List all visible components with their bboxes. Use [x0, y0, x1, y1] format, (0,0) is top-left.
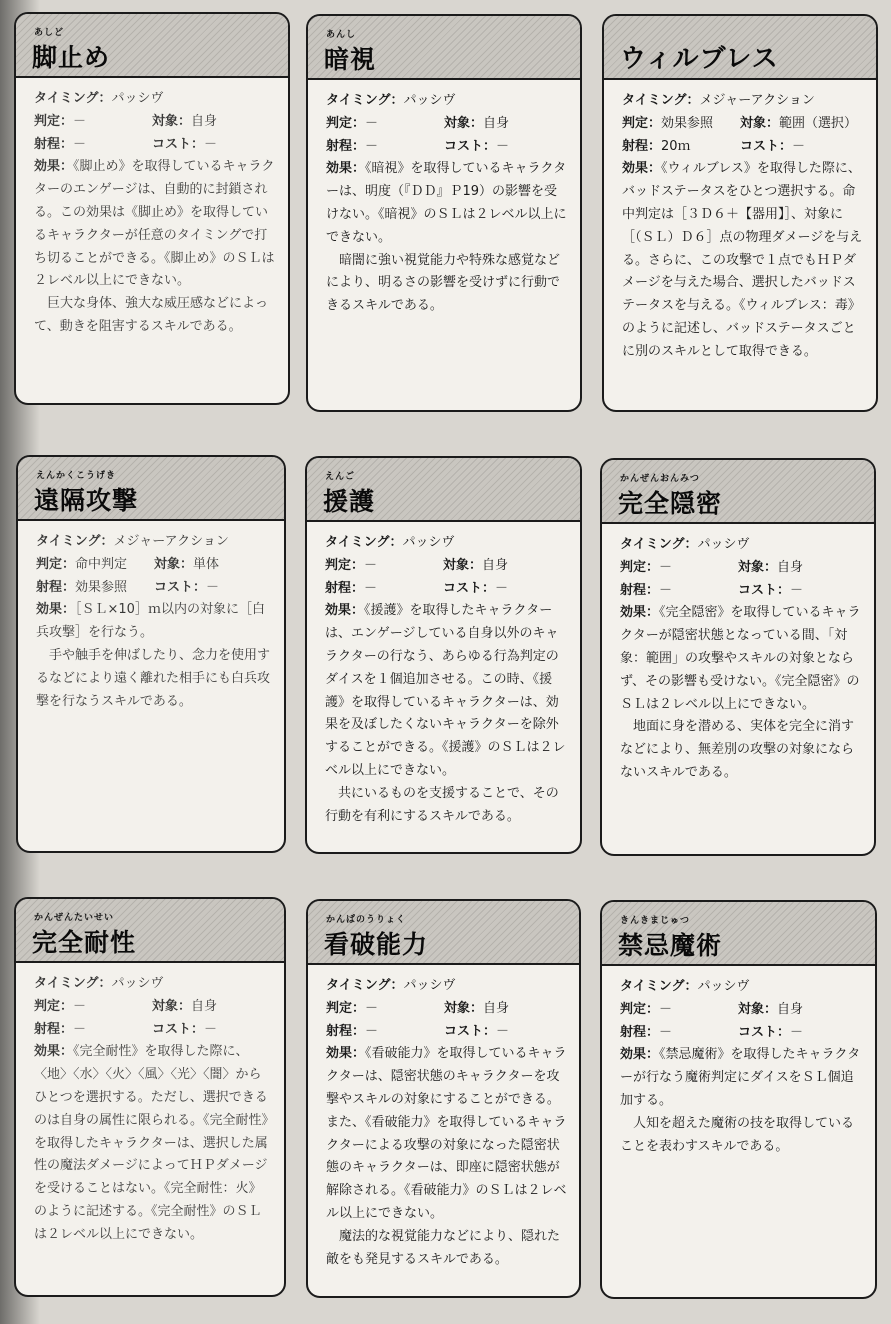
check-label: 判定： — [620, 559, 660, 575]
check-label: 判定： — [326, 115, 366, 131]
range-label: 射程： — [325, 580, 365, 596]
timing-row — [326, 975, 567, 998]
timing-row — [622, 90, 864, 113]
effect-text: 《援護》を取得したキャラクターは、エンゲージしている自身以外のキャラクターの行なう、あらゆる行為判定のダイスを１個追加させる。この時、《援護》を取得しているキャラクターは、効果を及ぼしたくないキャラクターを除外することができる。《援護》のＳＬは２レベル以上にできない。 — [325, 603, 566, 778]
range-value: 効果参照 — [75, 579, 128, 595]
card-header — [18, 457, 284, 521]
check-label: 判定： — [622, 115, 662, 131]
range-cost-row — [325, 578, 568, 601]
target-label: 対象： — [738, 1001, 778, 1017]
skill-card-kinki-majutsu — [600, 900, 877, 1299]
range-cost-row — [620, 580, 862, 603]
effect-paragraph — [622, 158, 864, 363]
skill-title: 援護 — [323, 487, 376, 516]
effect-paragraph — [34, 156, 276, 293]
timing-label: タイミング： — [34, 976, 112, 991]
effect-label: 効果： — [326, 161, 366, 177]
skill-card-ashidome — [14, 12, 290, 405]
effect-label: 効果： — [622, 161, 662, 177]
timing-value: パッシヴ — [402, 535, 455, 550]
check-value: 命中判定 — [75, 556, 128, 572]
range-value: － — [73, 136, 87, 152]
effect-paragraph — [620, 602, 862, 716]
range-label: 射程： — [620, 1024, 660, 1040]
skill-title: 脚止め — [32, 43, 111, 72]
range-value: － — [365, 1023, 379, 1039]
card-header — [604, 16, 876, 80]
check-label: 判定： — [34, 113, 74, 129]
effect-paragraph — [34, 1041, 272, 1246]
target-value: 自身 — [482, 557, 509, 573]
effect-label: 効果： — [325, 603, 365, 619]
timing-label: タイミング： — [620, 537, 698, 552]
cost-value: － — [204, 1021, 218, 1037]
range-label: 射程： — [34, 136, 74, 152]
cost-value: － — [495, 580, 509, 596]
range-value: － — [364, 580, 378, 596]
card-body — [308, 965, 579, 1279]
target-label: 対象： — [443, 557, 483, 573]
cost-label: コスト： — [740, 138, 793, 154]
flavor-text: 手や触手を伸ばしたり、念力を使用するなどにより遠く離れた相手にも白兵攻撃を行なうスキルである。 — [36, 647, 271, 709]
range-label: 射程： — [326, 138, 366, 154]
cost-value: － — [204, 136, 218, 152]
skill-title: 完全隠密 — [618, 489, 723, 518]
target-value: 自身 — [777, 1001, 804, 1017]
target-label: 対象： — [738, 559, 778, 575]
effect-text: 《ウィルブレス》を取得した際に、バッドステータスをひとつ選択する。命中判定は［３Ｄ６＋【器用】］、対象に［（ＳＬ）Ｄ６］点の物理ダメージを与える。さらに、この攻撃で１点でもＨＰダメージを与えた場合、選択したバッドステータスを与える。《ウィルブレス：毒》のように記述し、バッドステータスごとに別のスキルとして取得できる。 — [622, 161, 863, 359]
check-target-row — [325, 555, 568, 578]
effect-text: 《看破能力》を取得しているキャラクターは、隠密状態のキャラクターを攻撃やスキルの対象にすることができる。また、《看破能力》を取得しているキャラクターによる攻撃の対象になった隠密状態のキャラクターは、即座に隠密状態が解除される。《看破能力》のＳＬは２レベル以上にできない。 — [326, 1046, 567, 1221]
title-ruby: えんかくこうげき — [36, 471, 117, 481]
timing-label: タイミング： — [36, 534, 114, 549]
timing-row — [325, 532, 568, 555]
effect-text: 《禁忌魔術》を取得したキャラクターが行なう魔術判定にダイスをＳＬ個追加する。 — [620, 1047, 861, 1108]
card-body — [602, 524, 874, 793]
skill-card-enkaku-kougeki — [16, 455, 286, 853]
effect-text: 《暗視》を取得しているキャラクターは、明度（『ＤＤ』Ｐ19）の影響を受けない。《暗視》のＳＬは２レベル以上にできない。 — [326, 161, 567, 245]
skill-title: 完全耐性 — [32, 928, 137, 957]
skill-title: 看破能力 — [324, 930, 429, 959]
range-value: － — [365, 138, 379, 154]
check-target-row — [34, 996, 272, 1019]
effect-text: 《完全隠密》を取得しているキャラクターが隠密状態となっている間、「対象：範囲」の攻撃やスキルの対象とならず、その影響も受けない。《完全隠密》のＳＬは２レベル以上にできない。 — [620, 605, 861, 712]
range-value: 20ｍ — [661, 138, 691, 154]
skill-card-willbless — [602, 14, 878, 412]
check-value: 効果参照 — [661, 115, 714, 131]
check-value: － — [365, 1000, 379, 1016]
check-label: 判定： — [36, 556, 76, 572]
card-header — [16, 14, 288, 78]
range-cost-row — [34, 1019, 272, 1042]
title-ruby: かんぜんたいせい — [34, 913, 115, 923]
flavor-text: 暗闇に強い視覚能力や特殊な感覚などにより、明るさの影響を受けずに行動できるスキルである。 — [326, 252, 561, 314]
timing-value: パッシヴ — [403, 978, 456, 993]
check-label: 判定： — [34, 998, 74, 1014]
timing-label: タイミング： — [326, 978, 404, 993]
cost-label: コスト： — [444, 1023, 497, 1039]
range-cost-row — [622, 136, 864, 159]
skill-card-kanpa-nouryoku — [306, 899, 581, 1298]
timing-value: パッシヴ — [403, 93, 456, 108]
timing-row — [36, 531, 272, 554]
check-value: － — [365, 115, 379, 131]
check-value: － — [659, 559, 673, 575]
target-value: 自身 — [777, 559, 804, 575]
effect-label: 効果： — [620, 1047, 660, 1063]
cost-label: コスト： — [738, 582, 791, 598]
check-target-row — [326, 113, 568, 136]
cost-label: コスト： — [444, 138, 497, 154]
range-value: － — [73, 1021, 87, 1037]
range-cost-row — [326, 136, 568, 159]
timing-label: タイミング： — [620, 979, 698, 994]
target-label: 対象： — [152, 998, 192, 1014]
timing-row — [620, 534, 862, 557]
cost-value: － — [206, 579, 220, 595]
timing-label: タイミング： — [325, 535, 403, 550]
flavor-text: 魔法的な視覚能力などにより、隠れた敵をも発見するスキルである。 — [326, 1228, 561, 1267]
cost-value: － — [792, 138, 806, 154]
range-label: 射程： — [34, 1021, 74, 1037]
flavor-text: 人知を超えた魔術の技を取得していることを表わすスキルである。 — [620, 1115, 855, 1154]
effect-paragraph — [36, 599, 272, 645]
flavor-text: 地面に身を潜める、実体を完全に消すなどにより、無差別の攻撃の対象にならないスキルである。 — [620, 719, 855, 780]
timing-label: タイミング： — [34, 91, 112, 106]
timing-label: タイミング： — [326, 93, 404, 108]
range-label: 射程： — [36, 579, 76, 595]
timing-value: パッシヴ — [697, 979, 750, 994]
card-body — [308, 80, 580, 326]
effect-label: 効果： — [36, 602, 76, 618]
card-header — [308, 16, 580, 80]
check-target-row — [622, 113, 864, 136]
skill-title: 遠隔攻撃 — [34, 486, 139, 515]
cost-value: － — [790, 1024, 804, 1040]
range-cost-row — [620, 1022, 863, 1045]
skill-card-anshi — [306, 14, 582, 412]
cost-label: コスト： — [154, 579, 207, 595]
timing-row — [34, 88, 276, 111]
effect-paragraph — [325, 600, 568, 782]
target-value: 自身 — [483, 115, 510, 131]
range-cost-row — [36, 577, 272, 600]
range-label: 射程： — [326, 1023, 366, 1039]
title-ruby: きんきまじゅつ — [620, 916, 691, 926]
target-value: 範囲（選択） — [779, 115, 858, 131]
cost-label: コスト： — [152, 1021, 205, 1037]
timing-row — [620, 976, 863, 999]
timing-value: パッシヴ — [111, 91, 164, 106]
check-label: 判定： — [326, 1000, 366, 1016]
cost-value: － — [496, 138, 510, 154]
timing-value: パッシヴ — [697, 537, 750, 552]
check-target-row — [34, 111, 276, 134]
skill-title: 暗視 — [324, 45, 377, 74]
timing-row — [34, 973, 272, 996]
card-body — [18, 521, 284, 721]
check-value: － — [364, 557, 378, 573]
check-target-row — [620, 999, 863, 1022]
effect-text: 《完全耐性》を取得した際に、〈地〉〈水〉〈火〉〈風〉〈光〉〈闇〉からひとつを選択する。ただし、選択できるのは自身の属性に限られる。《完全耐性》を取得したキャラクターは、選択した属性の魔法ダメージによってＨＰダメージを受けることはない。《完全耐性：火》のように記述する。《完全耐性》のＳＬは２レベル以上にできない。 — [34, 1044, 269, 1242]
card-body — [16, 963, 284, 1255]
target-value: 自身 — [191, 998, 218, 1014]
skill-title: ウィルブレス — [620, 44, 779, 74]
effect-label: 効果： — [34, 1044, 74, 1060]
target-value: 自身 — [191, 113, 218, 129]
timing-value: メジャーアクション — [113, 534, 229, 549]
check-target-row — [36, 554, 272, 577]
card-header — [307, 458, 580, 522]
check-label: 判定： — [325, 557, 365, 573]
timing-row — [326, 90, 568, 113]
range-value: － — [659, 1024, 673, 1040]
card-body — [307, 522, 580, 836]
effect-paragraph — [326, 1043, 567, 1225]
cost-label: コスト： — [443, 580, 496, 596]
check-value: － — [659, 1001, 673, 1017]
timing-value: メジャーアクション — [699, 93, 815, 108]
flavor-text: 共にいるものを支援することで、その行動を有利にするスキルである。 — [325, 785, 559, 824]
effect-paragraph — [620, 1044, 863, 1112]
skill-card-engo — [305, 456, 582, 854]
cost-label: コスト： — [152, 136, 205, 152]
flavor-text: 巨大な身体、強大な威圧感などによって、動きを阻害するスキルである。 — [34, 296, 269, 334]
target-label: 対象： — [444, 115, 484, 131]
range-cost-row — [326, 1021, 567, 1044]
card-body — [16, 78, 288, 347]
check-label: 判定： — [620, 1001, 660, 1017]
title-ruby: あんし — [326, 30, 357, 40]
range-label: 射程： — [620, 582, 660, 598]
range-cost-row — [34, 134, 276, 157]
effect-paragraph — [326, 158, 568, 249]
effect-label: 効果： — [34, 159, 74, 175]
range-value: － — [659, 582, 673, 598]
check-value: － — [73, 113, 87, 129]
card-header — [602, 460, 874, 524]
range-label: 射程： — [622, 138, 662, 154]
check-value: － — [73, 998, 87, 1014]
effect-text: 《脚止め》を取得しているキャラクターのエンゲージは、自動的に封鎖される。この効果は《脚止め》を取得しているキャラクターが任意のタイミングで打ち切ることができる。《脚止め》のＳＬは２レベル以上にできない。 — [34, 159, 275, 289]
card-header — [16, 899, 284, 963]
check-target-row — [326, 998, 567, 1021]
target-value: 単体 — [193, 556, 220, 572]
timing-label: タイミング： — [622, 93, 700, 108]
skill-title: 禁忌魔術 — [618, 931, 723, 960]
target-label: 対象： — [154, 556, 194, 572]
timing-value: パッシヴ — [111, 976, 164, 991]
title-ruby: かんぱのうりょく — [326, 915, 407, 925]
title-ruby: えんご — [325, 472, 356, 482]
effect-text: ［ＳＬ×10］ｍ以内の対象に［白兵攻撃］を行なう。 — [36, 602, 265, 641]
title-ruby: かんぜんおんみつ — [620, 474, 700, 484]
card-body — [602, 966, 875, 1166]
title-ruby: あしど — [34, 28, 65, 38]
target-label: 対象： — [740, 115, 780, 131]
skill-card-kanzen-taisei — [14, 897, 286, 1297]
effect-label: 効果： — [620, 605, 660, 621]
target-label: 対象： — [152, 113, 192, 129]
skill-card-kanzen-onmitsu — [600, 458, 876, 856]
target-label: 対象： — [444, 1000, 484, 1016]
cost-value: － — [496, 1023, 510, 1039]
card-header — [602, 902, 875, 966]
target-value: 自身 — [483, 1000, 510, 1016]
check-target-row — [620, 557, 862, 580]
card-body — [604, 80, 876, 372]
effect-label: 効果： — [326, 1046, 366, 1062]
cost-label: コスト： — [738, 1024, 791, 1040]
card-header — [308, 901, 579, 965]
cost-value: － — [790, 582, 804, 598]
